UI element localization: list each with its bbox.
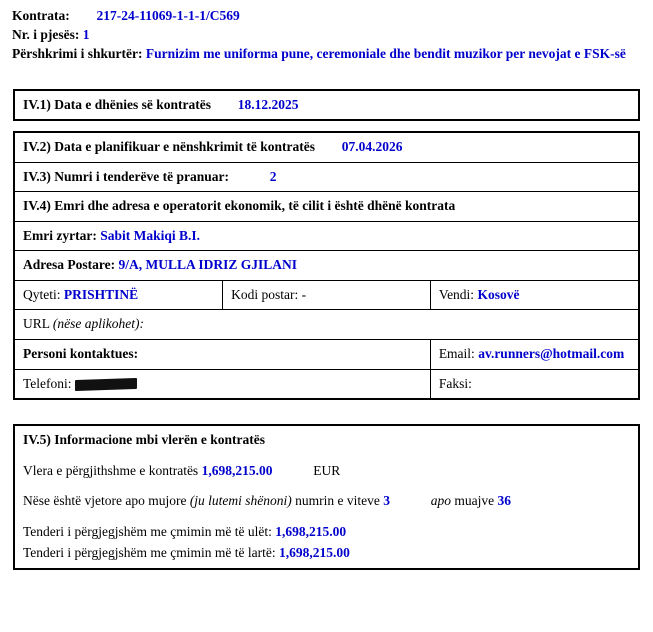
table-row bbox=[15, 340, 638, 370]
table-row bbox=[15, 426, 638, 568]
description-label: Përshkrimi i shkurtër: bbox=[12, 45, 143, 61]
postal-value: - bbox=[301, 286, 307, 302]
currency-value: EUR bbox=[313, 462, 341, 478]
iv2-cell bbox=[15, 133, 638, 162]
months-value: 36 bbox=[497, 493, 512, 509]
fax-cell bbox=[430, 369, 638, 398]
postal-label: Kodi postar: bbox=[231, 286, 299, 302]
description-line bbox=[12, 46, 641, 63]
years-value: 3 bbox=[383, 493, 391, 509]
lowest-value: 1,698,215.00 bbox=[275, 523, 347, 539]
country-cell bbox=[430, 280, 638, 310]
document-header bbox=[12, 8, 641, 63]
iv1-cell bbox=[15, 91, 638, 120]
section-iv2-iv4-box bbox=[13, 131, 640, 400]
country-value: Kosovë bbox=[477, 286, 520, 302]
table-row bbox=[15, 192, 638, 222]
official-name-label: Emri zyrtar: bbox=[23, 227, 97, 243]
iv5-total-line bbox=[23, 462, 630, 480]
phone-label: Telefoni: bbox=[23, 375, 72, 391]
table-row bbox=[15, 369, 638, 398]
iv3-value: 2 bbox=[269, 168, 277, 184]
section-iv5-box bbox=[13, 424, 640, 570]
duration-pre: Nëse është vjetore apo mujore bbox=[23, 493, 187, 509]
total-label: Vlera e përgjithshme e kontratës bbox=[23, 462, 199, 478]
contract-label: Kontrata: bbox=[12, 8, 70, 23]
email-cell bbox=[430, 340, 638, 370]
iv2-label: IV.2) Data e planifikuar e nënshkrimit të kontratës bbox=[23, 139, 316, 155]
email-label: Email: bbox=[438, 346, 475, 361]
iv5-duration-line bbox=[23, 492, 630, 510]
url-label: URL bbox=[23, 316, 50, 332]
official-name-value: Sabit Makiqi B.I. bbox=[100, 227, 200, 243]
lot-line bbox=[12, 27, 641, 44]
city-cell bbox=[15, 280, 223, 310]
contact-cell bbox=[15, 340, 430, 370]
iv1-label: IV.1) Data e dhënies së kontratës bbox=[23, 96, 211, 112]
duration-italic: (ju lutemi shënoni) bbox=[189, 493, 292, 509]
description-value: Furnizim me uniforma pune, ceremoniale dhe bendit muzikor per nevojat e FSK-së bbox=[145, 45, 626, 61]
official-name-cell bbox=[15, 221, 638, 251]
table-row bbox=[15, 280, 638, 310]
table-row bbox=[15, 91, 638, 120]
iv5-lowest-line bbox=[23, 523, 630, 541]
iv4-cell bbox=[15, 192, 638, 222]
duration-mid: numrin e viteve bbox=[295, 493, 380, 509]
table-row bbox=[15, 310, 638, 340]
table-row bbox=[15, 133, 638, 162]
iv5-highest-line bbox=[23, 544, 630, 562]
contract-line bbox=[12, 8, 641, 25]
iv5-title bbox=[23, 431, 630, 449]
city-value: PRISHTINË bbox=[63, 286, 139, 302]
duration-months-label: muajve bbox=[454, 493, 495, 509]
iv4-label: IV.4) Emri dhe adresa e operatorit ekonomik, të cilit i është dhënë kontrata bbox=[23, 198, 456, 214]
iv2-value: 07.04.2026 bbox=[341, 139, 403, 155]
highest-label: Tenderi i përgjegjshëm me çmimin më të lartë: bbox=[23, 545, 276, 561]
iv3-cell bbox=[15, 162, 638, 192]
fax-label: Faksi: bbox=[438, 375, 472, 391]
address-label: Adresa Postare: bbox=[23, 257, 116, 273]
table-row bbox=[15, 162, 638, 192]
contract-value: 217-24-11069-1-1-1/C569 bbox=[96, 8, 240, 23]
total-value: 1,698,215.00 bbox=[201, 462, 273, 478]
city-label: Qyteti: bbox=[23, 286, 61, 302]
redacted-phone-marker bbox=[75, 377, 137, 390]
table-row bbox=[15, 251, 638, 281]
lowest-label: Tenderi i përgjegjshëm me çmimin më të ulët: bbox=[23, 523, 272, 539]
address-cell bbox=[15, 251, 638, 281]
iv5-cell bbox=[15, 426, 638, 568]
iv3-label: IV.3) Numri i tenderëve të pranuar: bbox=[23, 168, 229, 184]
url-note: (nëse aplikohet): bbox=[52, 316, 144, 332]
duration-or: apo bbox=[430, 493, 452, 509]
url-cell bbox=[15, 310, 638, 340]
address-value: 9/A, MULLA IDRIZ GJILANI bbox=[118, 257, 298, 273]
country-label: Vendi: bbox=[438, 286, 475, 302]
lot-value: 1 bbox=[82, 26, 90, 42]
lot-label: Nr. i pjesës: bbox=[12, 26, 80, 42]
postal-cell bbox=[223, 280, 431, 310]
table-row bbox=[15, 221, 638, 251]
iv1-value: 18.12.2025 bbox=[237, 96, 299, 112]
email-value: av.runners@hotmail.com bbox=[478, 346, 625, 361]
iv5-label: IV.5) Informacione mbi vlerën e kontratës bbox=[23, 432, 265, 448]
highest-value: 1,698,215.00 bbox=[278, 545, 350, 561]
phone-cell bbox=[15, 369, 430, 398]
section-iv1-box bbox=[13, 89, 640, 122]
contact-label: Personi kontaktues: bbox=[23, 346, 139, 361]
